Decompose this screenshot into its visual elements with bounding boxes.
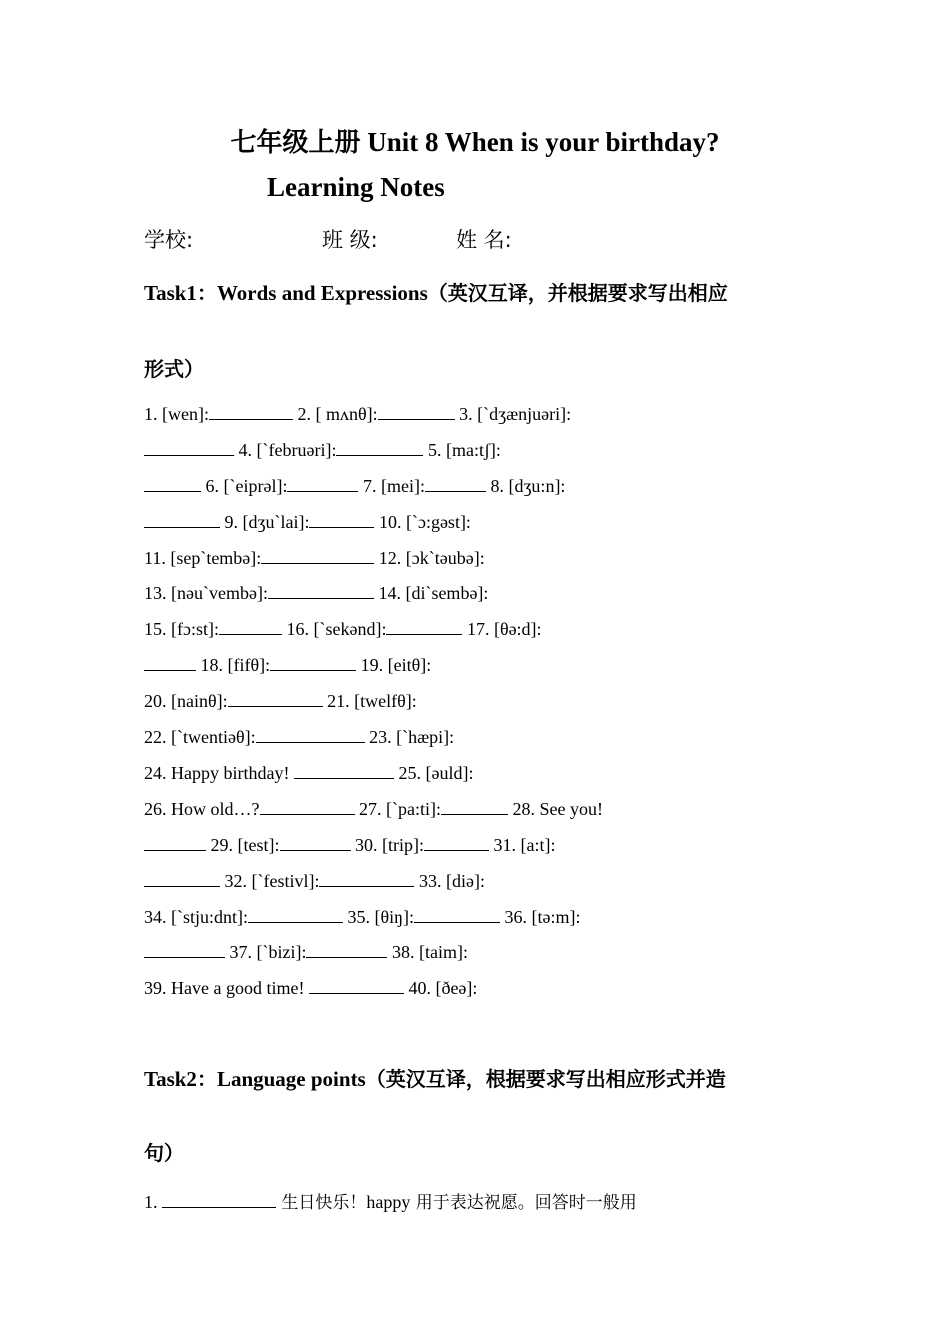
task1-colon: ： xyxy=(196,281,217,305)
answer-blank[interactable] xyxy=(441,800,508,815)
answer-blank[interactable] xyxy=(260,800,355,815)
name-label: 姓 名: xyxy=(456,228,512,252)
task2-colon: ： xyxy=(196,1067,217,1091)
vocab-line: 32. [`festivl]: 33. [diə]: xyxy=(144,871,485,892)
task1-label: Task1 xyxy=(144,281,197,305)
answer-blank[interactable] xyxy=(144,943,225,958)
class-label: 班 级: xyxy=(322,228,378,252)
answer-blank[interactable] xyxy=(309,513,374,528)
answer-blank[interactable] xyxy=(309,979,404,994)
answer-blank[interactable] xyxy=(144,477,201,492)
vocab-line: 34. [`stju:dnt]: 35. [θiŋ]: 36. [tə:m]: xyxy=(144,907,581,927)
task2-heading-continued: 句） xyxy=(144,1141,184,1165)
vocab-line: 11. [sep`tembə]: 12. [ɔk`təubə]: xyxy=(144,548,485,568)
answer-blank[interactable] xyxy=(144,513,220,528)
answer-blank[interactable] xyxy=(386,620,462,635)
answer-blank[interactable] xyxy=(256,728,365,743)
task2-label: Task2 xyxy=(144,1067,197,1091)
vocab-line: 9. [dʒu`lai]: 10. [`ɔ:gəst]: xyxy=(144,512,471,533)
task2-title: Language points xyxy=(216,1067,366,1091)
vocab-line: 13. [nəu`vembə]: 14. [di`sembə]: xyxy=(144,583,489,603)
answer-blank[interactable] xyxy=(425,477,486,492)
page-title xyxy=(0,122,950,159)
vocab-line: 29. [test]: 30. [trip]: 31. [a:t]: xyxy=(144,835,555,856)
page-subtitle: Learning Notes xyxy=(267,172,445,202)
vocab-line: 22. [`twentiəθ]: 23. [`hæpi]: xyxy=(144,727,455,747)
answer-blank[interactable] xyxy=(294,764,394,779)
vocab-line: 39. Have a good time! 40. [ðeə]: xyxy=(144,978,478,998)
vocab-line: 15. [fɔ:st]: 16. [`sekənd]: 17. [θə:d]: xyxy=(144,619,542,639)
vocab-line: 26. How old…? 27. [`pa:ti]: 28. See you! xyxy=(144,799,603,819)
answer-blank[interactable] xyxy=(319,872,414,887)
task2-instruction: （英汉互译，根据要求写出相应形式并造 xyxy=(365,1067,726,1091)
task1-heading-continued: 形式） xyxy=(144,357,204,381)
answer-blank[interactable] xyxy=(228,692,323,707)
answer-blank[interactable] xyxy=(162,1193,276,1208)
answer-blank[interactable] xyxy=(268,584,374,599)
vocab-line: 20. [nainθ]: 21. [twelfθ]: xyxy=(144,691,417,711)
vocab-line: 1. [wen]: 2. [ mʌnθ]: 3. [`dʒænjuəri]: xyxy=(144,404,572,424)
vocab-line: 6. [`eiprəl]: 7. [mei]: 8. [dʒu:n]: xyxy=(144,476,565,497)
task1-instruction: （英汉互译，并根据要求写出相应 xyxy=(427,281,728,305)
answer-blank[interactable] xyxy=(414,908,500,923)
task2-heading xyxy=(144,1063,726,1092)
vocab-line: 37. [`bizi]: 38. [taim]: xyxy=(144,942,468,963)
answer-blank[interactable] xyxy=(261,549,374,564)
answer-blank[interactable] xyxy=(219,620,282,635)
answer-blank[interactable] xyxy=(424,836,489,851)
answer-blank[interactable] xyxy=(209,405,293,420)
answer-blank[interactable] xyxy=(306,943,387,958)
answer-blank[interactable] xyxy=(378,405,455,420)
task2-item-1: 1. 生日快乐！happy 用于表达祝愿。回答时一般用 xyxy=(144,1192,637,1213)
vocab-line: 18. [fifθ]: 19. [eitθ]: xyxy=(144,655,431,676)
answer-blank[interactable] xyxy=(280,836,351,851)
answer-blank[interactable] xyxy=(270,656,356,671)
title-english: Unit 8 When is your birthday? xyxy=(360,127,720,157)
answer-blank[interactable] xyxy=(144,441,234,456)
task1-heading xyxy=(144,277,728,306)
task1-title: Words and Expressions xyxy=(216,281,428,305)
answer-blank[interactable] xyxy=(287,477,358,492)
title-chinese: 七年级上册 xyxy=(230,128,361,158)
vocab-line: 24. Happy birthday! 25. [əuld]: xyxy=(144,763,474,783)
answer-blank[interactable] xyxy=(248,908,343,923)
answer-blank[interactable] xyxy=(144,836,206,851)
answer-blank[interactable] xyxy=(144,872,220,887)
answer-blank[interactable] xyxy=(144,656,196,671)
answer-blank[interactable] xyxy=(336,441,423,456)
vocab-line: 4. [`februəri]: 5. [ma:tʃ]: xyxy=(144,440,501,461)
school-label: 学校: xyxy=(144,228,194,252)
